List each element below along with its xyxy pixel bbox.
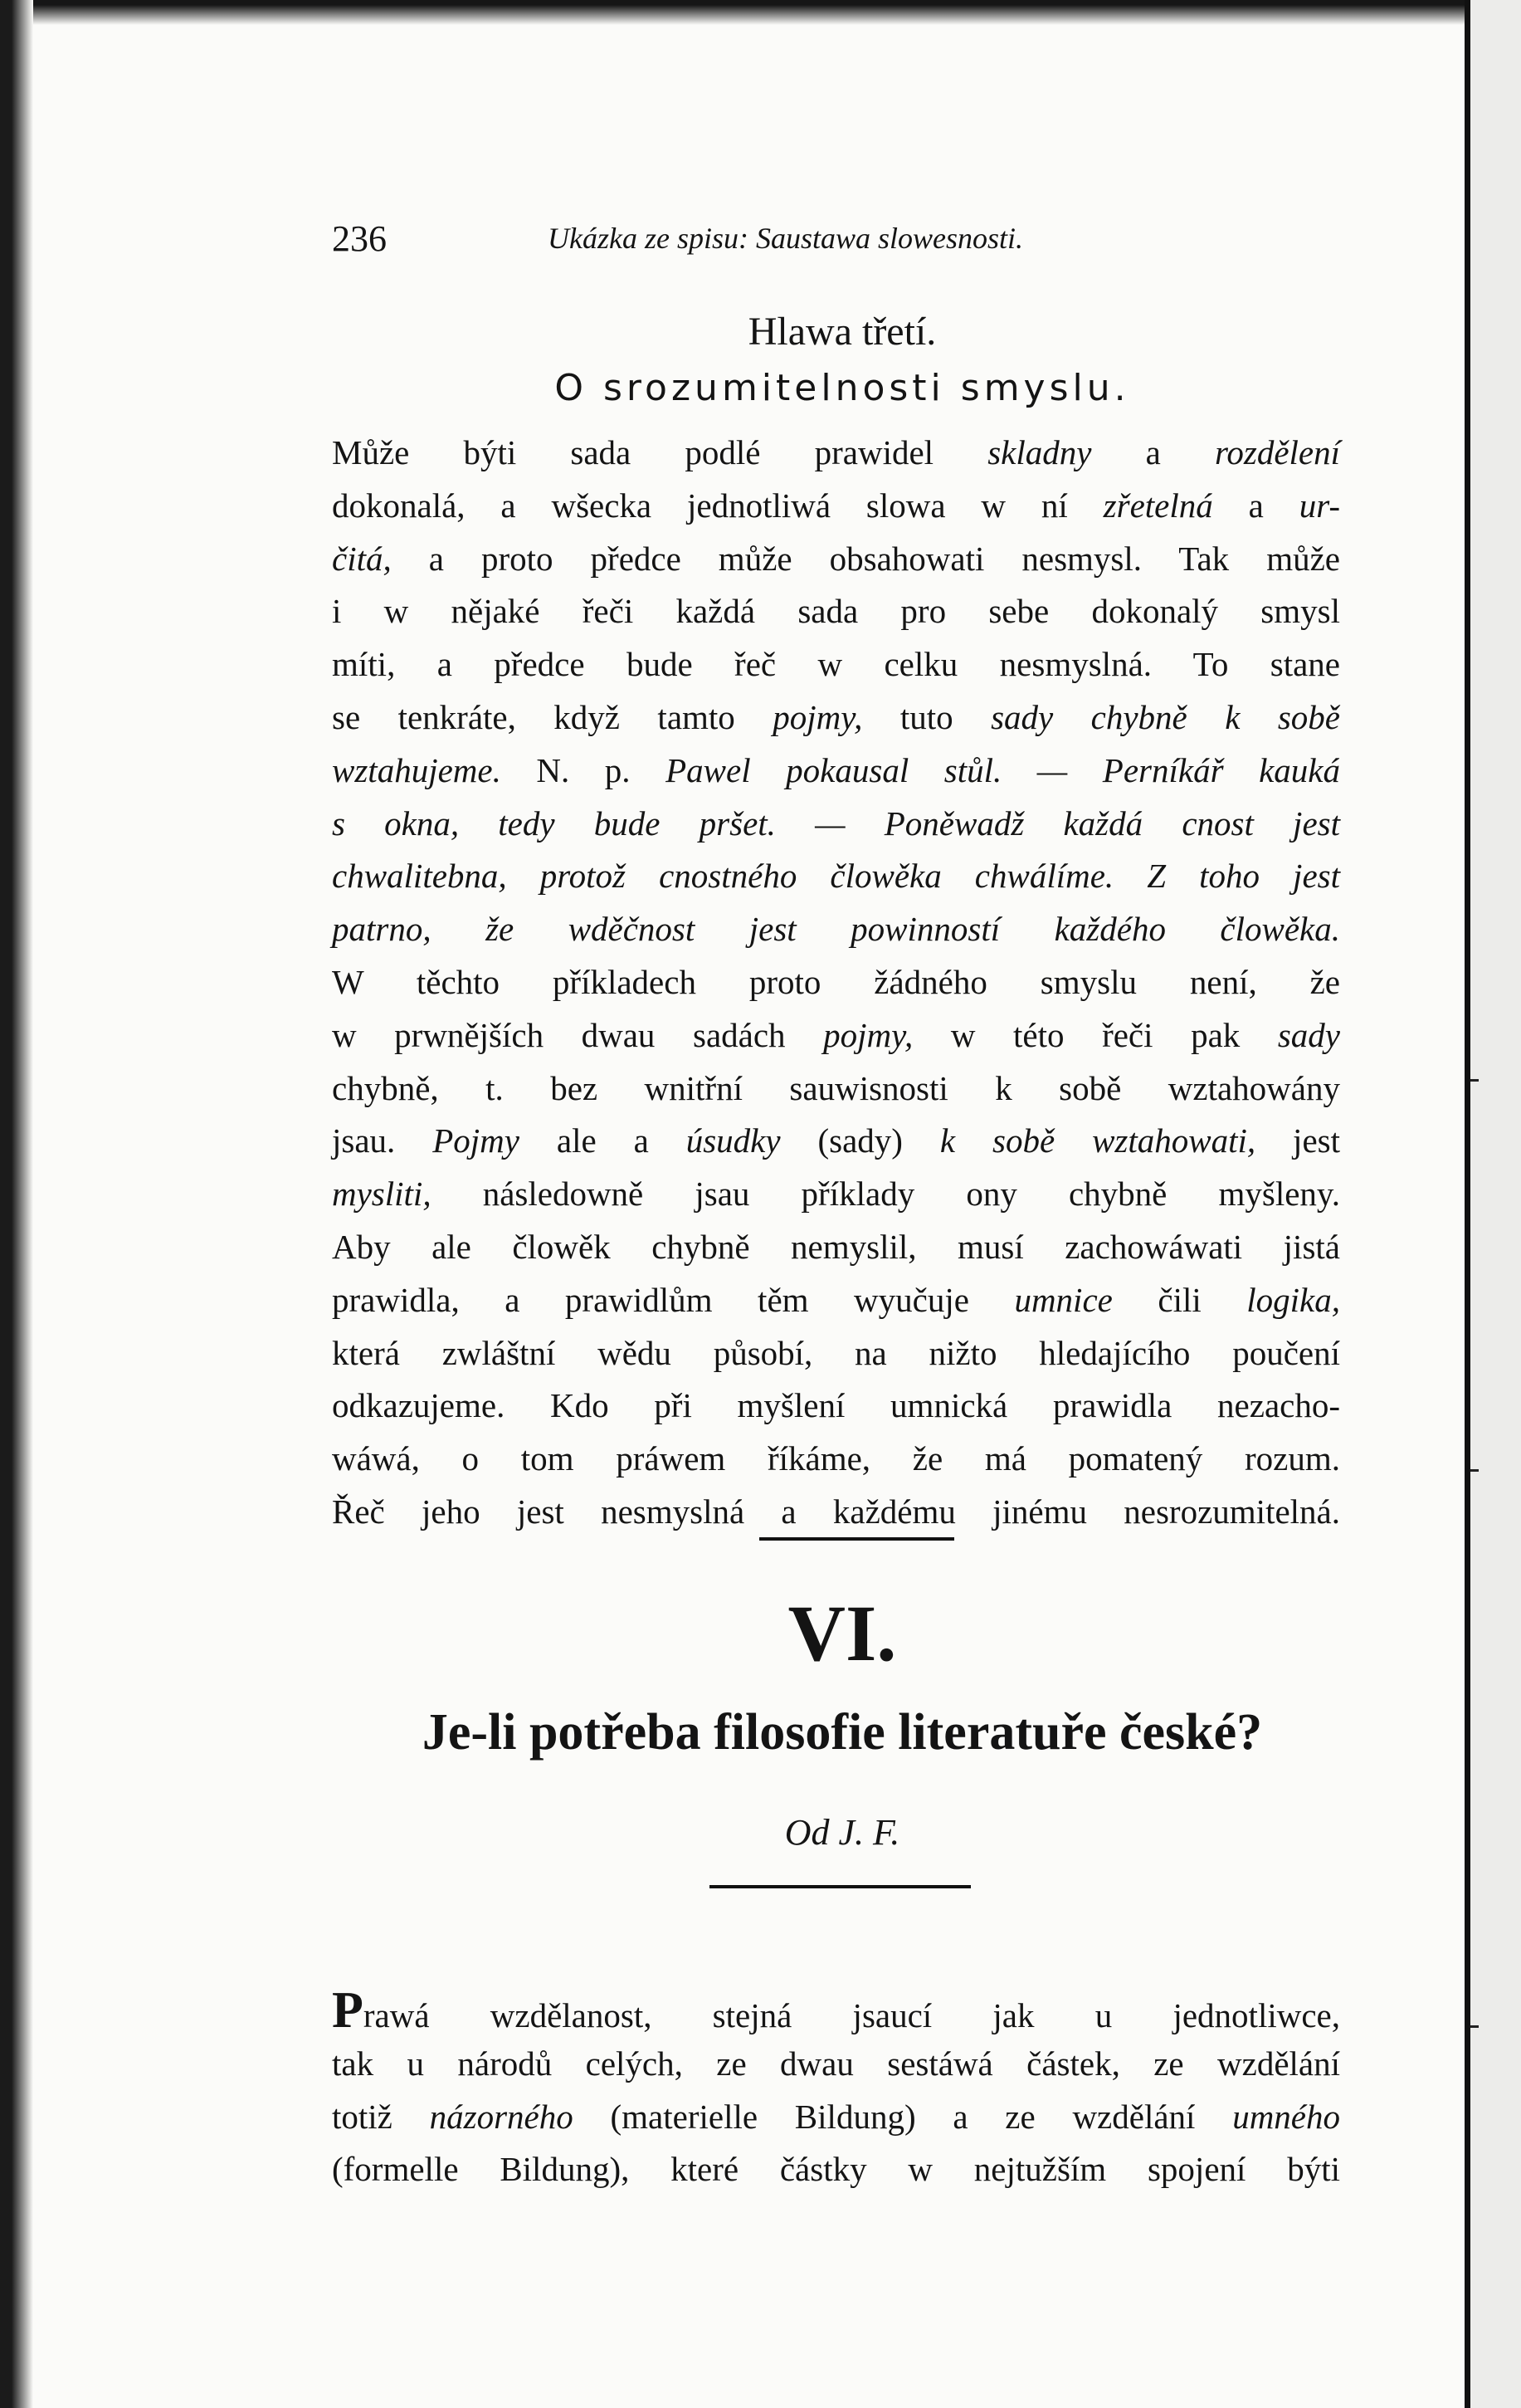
scan-edge-left [0, 0, 33, 2408]
text-line [332, 1380, 1340, 1433]
text-run: se tenkráte, když tamto [332, 697, 773, 736]
text-line [332, 1274, 1340, 1327]
page-header [332, 217, 1369, 267]
text-line [332, 1327, 1340, 1380]
text-run: (materielle Bildung) a ze wzdělání [573, 2097, 1233, 2136]
drop-capital: P [332, 1982, 363, 2039]
chapter-title: Hlawa třetí. [748, 310, 937, 354]
text-run: ale a [519, 1121, 686, 1160]
text-run: W těchto příkladech proto žádného smyslu není, že [332, 962, 1340, 1001]
text-run: jest [1255, 1121, 1340, 1160]
text-run: Může býti sada podlé prawidel [332, 433, 988, 471]
italic-text: ur- [1299, 486, 1340, 525]
italic-text: patrno, že wděčnost jest powinností každého člowěka. [332, 910, 1340, 949]
text-run: rawá wzdělanost, stejná jsaucí jak u jednotliwce, [363, 1996, 1340, 2034]
text-run: odkazujeme. Kdo při myšlení umnická prawidla nezacho- [332, 1386, 1340, 1425]
italic-text: pojmy, [773, 697, 863, 736]
scan-edge-top [0, 0, 1465, 25]
text-run: tak u národů celých, ze dwau sestáwá částek, ze wzdělání [332, 2044, 1340, 2083]
text-run: dokonalá, a wšecka jednotliwá slowa w ní [332, 486, 1104, 525]
text-run: a [1091, 433, 1215, 471]
italic-text: skladny [987, 433, 1092, 471]
text-line [332, 1009, 1340, 1062]
text-run: následowně jsau příklady ony chybně myšleny. [431, 1175, 1340, 1214]
italic-text: sady [1277, 1015, 1340, 1054]
italic-text: mysliti, [332, 1175, 431, 1214]
article-author: Od J. F. [784, 1812, 900, 1853]
italic-text: Pojmy [432, 1121, 519, 1160]
italic-text: úsudky [685, 1121, 781, 1160]
title-divider [709, 1885, 971, 1888]
adjacent-page-edge [1468, 0, 1521, 2408]
text-line [332, 1062, 1340, 1116]
italic-text: rozdělení [1214, 433, 1341, 471]
text-run: w prwnějších dwau sadách [332, 1015, 824, 1054]
text-line [332, 533, 1340, 586]
page-number: 236 [332, 218, 387, 259]
text-line [332, 427, 1340, 480]
text-run: která zwláštní wědu působí, na nižto hledajícího poučení [332, 1333, 1340, 1372]
text-run: i w nějaké řeči každá sada pro sebe dokonalý smysl [332, 592, 1340, 631]
text-run: chybně, t. bez wnitřní sauwisnosti k sobě wztahowány [332, 1068, 1340, 1107]
italic-text: zřetelná [1103, 486, 1213, 525]
text-line [332, 850, 1340, 903]
text-line [332, 1168, 1340, 1221]
italic-text: pojmy, [823, 1015, 914, 1054]
chapter-subtitle: O srozumitelnosti smyslu. [554, 367, 1130, 409]
chapter-paragraph [332, 427, 1340, 1539]
article-paragraph [332, 1982, 1341, 2196]
text-line [332, 1115, 1340, 1168]
text-line [332, 2143, 1340, 2196]
text-run: Řeč jeho jest nesmyslná a každému jinému nesrozumitelná. [332, 1492, 1340, 1531]
text-line [332, 585, 1340, 638]
edge-mark [1470, 1079, 1479, 1082]
text-line [332, 745, 1340, 798]
text-run: wáwá, o tom práwem říkáme, že má pomatený rozum. [332, 1439, 1340, 1478]
article-title: Je-li potřeba filosofie literatuře české? [422, 1704, 1263, 1761]
italic-text: sady chybně k sobě [991, 697, 1340, 736]
edge-mark [1470, 1469, 1479, 1472]
italic-text: s okna, tedy bude pršet. — Poněwadž každá cnost jest [332, 803, 1340, 843]
italic-text: chwalitebna, protož cnostného člowěka chwálíme. Z toho jest [332, 857, 1340, 896]
running-head: Ukázka ze spisu: Saustawa slowesnosti. [548, 222, 1024, 255]
text-run: jsau. [332, 1121, 433, 1160]
text-line [332, 1221, 1340, 1274]
text-run: čili [1112, 1280, 1247, 1319]
text-line [332, 480, 1340, 533]
text-line [332, 1433, 1340, 1486]
text-run: (sady) [780, 1121, 940, 1160]
text-run: tuto [862, 697, 992, 736]
italic-text: logika, [1246, 1280, 1340, 1319]
italic-text: k sobě wztahowati, [939, 1121, 1256, 1160]
text-run: (formelle Bildung), které částky w nejtužším spojení býti [332, 2150, 1340, 2189]
text-line [332, 638, 1340, 691]
text-run: míti, a předce bude řeč w celku nesmyslná. To stane [332, 645, 1340, 684]
text-line [332, 2038, 1340, 2091]
text-line [332, 798, 1340, 851]
italic-text: umnice [1014, 1280, 1113, 1319]
text-run: Aby ale člowěk chybně nemyslil, musí zachowáwati jistá [332, 1227, 1340, 1266]
section-divider [759, 1537, 954, 1541]
text-run: a proto předce může obsahowati nesmysl. Tak může [391, 539, 1340, 578]
text-line [332, 956, 1340, 1009]
italic-text: čitá, [332, 539, 392, 578]
text-run: w této řeči pak [913, 1015, 1278, 1054]
text-run: N. p. [500, 750, 666, 789]
italic-text: wztahujeme. [332, 750, 501, 789]
article-number: VI. [787, 1589, 897, 1678]
edge-mark [1470, 2025, 1479, 2028]
italic-text: Pawel pokausal stůl. — Perníkář kauká [665, 750, 1341, 789]
italic-text: umného [1232, 2097, 1341, 2136]
text-line [332, 903, 1340, 956]
text-run: totiž [332, 2097, 430, 2136]
text-line [332, 691, 1340, 745]
italic-text: názorného [429, 2097, 573, 2136]
text-line [332, 1486, 1340, 1539]
text-run: prawidla, a prawidlům těm wyučuje [332, 1280, 1015, 1319]
text-line [332, 1982, 1340, 2039]
text-run: a [1212, 486, 1299, 525]
text-line [332, 2091, 1340, 2144]
